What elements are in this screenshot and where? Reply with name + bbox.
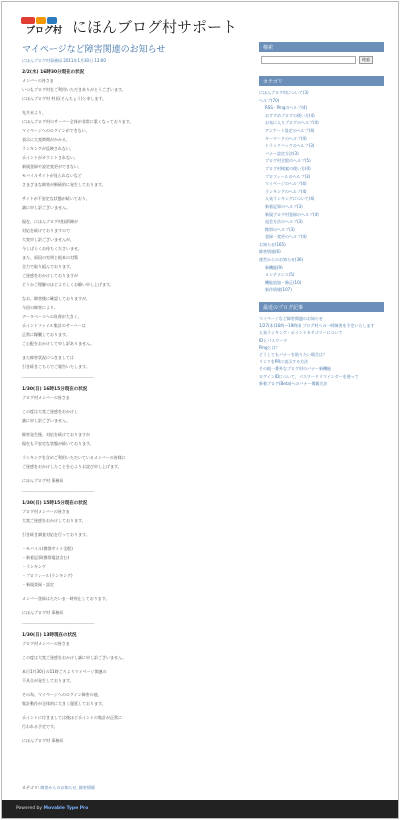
- recent-post-link[interactable]: その他一番外なブログ村のバナー新機能: [259, 366, 331, 372]
- category-list: [259, 89, 384, 294]
- category-item[interactable]: 機能追加・修正(10): [265, 279, 302, 285]
- body-line: 誠に申し訳ございません。: [22, 205, 71, 210]
- body-line: ・ランキング: [22, 564, 46, 569]
- body-line: ランキングを含めご利用いただいているメンバーの皆様に: [22, 455, 126, 460]
- site-header: [20, 12, 390, 38]
- body-line: ポイントファイル集計のサーバーは: [22, 323, 86, 328]
- category-item[interactable]: プロフィールのヘルプ(3): [265, 173, 311, 179]
- body-line: この度は大変ご迷惑をおかけし誠に申し訳ございません。: [22, 655, 127, 660]
- category-item[interactable]: ヘルプ(70): [259, 97, 280, 103]
- body-line: ・モバイル(携帯サイト全般): [22, 546, 73, 551]
- post-body-block1: [22, 78, 250, 369]
- body-line: ブログ村メンバーの皆さま: [22, 509, 70, 514]
- body-line: ポイントがカウントされない、: [22, 155, 78, 160]
- body-line: 引き続きこちらでご報告いたします。: [22, 364, 90, 369]
- site-title[interactable]: にほんブログ村サポート: [72, 18, 238, 36]
- body-line: ・新着記事(携帯電話含む): [22, 555, 70, 560]
- body-line: 大変ご迷惑をおかけしております。: [22, 518, 86, 523]
- body-line: にほんブログ村 村長(そんちょう)と申します。: [22, 96, 107, 101]
- recent-post-link[interactable]: 1/27(木)16時〜19時頃 ブログ村への一時障害を予定いたします: [259, 323, 375, 329]
- body-line: 集計動作が全体的に大きく遅延しております。: [22, 701, 106, 706]
- body-line: ご心配をおかけして申し訳ありません。: [22, 341, 95, 346]
- recent-post-link[interactable]: どうしてもバナーを貼りたい場合は？: [259, 352, 327, 358]
- category-label: カテゴリ:: [22, 785, 40, 790]
- logo-text: ブログ村: [25, 26, 63, 35]
- body-line: 大変申し訳ございませんが、: [22, 237, 74, 242]
- category-item[interactable]: キーワードのヘルプ(4): [265, 135, 307, 141]
- recent-post-link[interactable]: IDとパスワード: [259, 337, 288, 343]
- post-title[interactable]: マイページなど障害関連のお知らせ: [22, 45, 166, 55]
- recent-post-link[interactable]: Pingとは？: [259, 344, 280, 350]
- body-line: にほんブログ村 事務局: [22, 738, 64, 743]
- body-line: にほんブログ村のサーバー全体が非常に重くなっております。: [22, 119, 134, 124]
- body-line: なお、障害後に確認しておりますが、: [22, 296, 90, 301]
- category-item[interactable]: 退会方法のヘルプ(3): [265, 219, 303, 225]
- body-line: 誠に申し訳ございません。: [22, 418, 71, 423]
- body-line: サイトが不安定な状態が続いており、: [22, 196, 90, 201]
- body-line: また障害状況につきましては: [22, 355, 74, 360]
- category-item[interactable]: お気に入りブログのヘルプ(4): [265, 120, 319, 126]
- section3-heading: 1/30(日) 15時15分現在の状況: [22, 501, 88, 506]
- category-item[interactable]: マイページのヘルプ(4): [265, 181, 307, 187]
- body-line: ご迷惑をおかけしておりますが: [22, 273, 78, 278]
- body-line: にほんブログ村 事務局: [22, 478, 64, 483]
- body-line: 現在も不安定な状態が続いております。: [22, 441, 94, 446]
- category-item[interactable]: 人気ランキングについて(4): [265, 196, 315, 202]
- separator-line: --------------------------------------------------: [22, 489, 95, 494]
- category-item[interactable]: メンテナンス(5): [265, 272, 295, 278]
- body-line: 表示に大変時間がかかる、: [22, 137, 70, 142]
- post-body-block3: [22, 509, 250, 615]
- body-line: 引き続き調査対応を行っております。: [22, 532, 90, 537]
- category-item[interactable]: トラックバックのヘルプ(3): [265, 143, 315, 149]
- recent-post-link[interactable]: リンクをPRに表示する方法: [259, 359, 309, 365]
- body-line: 正常に稼働しております。: [22, 332, 70, 337]
- recent-post-link[interactable]: 人気ランキング・ポイントカテゴリーについて: [259, 330, 343, 336]
- category-item[interactable]: お知らせ(165): [259, 241, 286, 247]
- footer-link[interactable]: Movable Type Pro: [43, 806, 89, 811]
- category-item[interactable]: 新作情報(107): [265, 287, 292, 293]
- search-button[interactable]: 検索: [359, 56, 373, 64]
- body-line: ランキングが反映されない、: [22, 146, 74, 151]
- body-line: ポイントに付きましては後ほどポイントの集計が正常に: [22, 715, 122, 720]
- body-line: ・プロフィール(ランキング): [22, 573, 73, 578]
- body-line: 障害発生後、対応を続けておりますが: [22, 432, 90, 437]
- body-line: その為、マイページへのログイン障害の他、: [22, 692, 102, 697]
- body-line: 不具合が発生しております。: [22, 678, 74, 683]
- footer-text: [16, 806, 88, 811]
- category-item[interactable]: 運営からのお知らせ(36): [259, 257, 304, 263]
- categories-heading: カテゴリ: [259, 76, 384, 86]
- body-line: どうかご理解のほどよろしくお願い申し上げます。: [22, 282, 114, 287]
- body-line: モバイルサイトが見られないなど: [22, 173, 82, 178]
- post-category-line: [22, 785, 95, 791]
- category-item[interactable]: 新規ブログ村登録のヘルプ(4): [265, 211, 319, 217]
- body-line: さまざまな障害が断続的に発生しております。: [22, 182, 106, 187]
- category-item[interactable]: ランキングのヘルプ(4): [265, 188, 307, 194]
- body-line: いつもブログ村をご利用いただきありがとうございます。: [22, 87, 126, 92]
- footer: [2, 800, 398, 818]
- body-line: 今回の障害により、: [22, 305, 58, 310]
- body-line: また、原因の究明と根本の対策: [22, 255, 78, 260]
- post-meta: にほんブログ村事務局 2011年1月30日 13:00: [22, 58, 106, 63]
- category-item[interactable]: 携帯のヘルプ(3): [265, 226, 295, 232]
- body-line: 新規登録や設定変更ができない、: [22, 164, 82, 169]
- update-heading: 2/2(水) 16時30分現在の状況: [22, 70, 85, 75]
- post-body-block4: [22, 641, 250, 743]
- recent-post-link[interactable]: 新着ブログ(Beta)へのバナー掲載方法: [259, 380, 328, 386]
- main-content: [22, 42, 250, 747]
- category-item[interactable]: ブログ村検索の使い方(4): [265, 165, 311, 171]
- body-line: ご迷惑をおかけしたことを心よりお詫び申し上げます。: [22, 464, 122, 469]
- recent-post-link[interactable]: ログインIDについて、パスワードリマインダーを使って: [259, 373, 359, 379]
- recent-posts-heading: 最近のブログ記事: [259, 302, 384, 312]
- body-line: 先月末より、: [22, 110, 46, 115]
- separator-line: --------------------------------------------------: [22, 375, 95, 380]
- footer-prefix: Powered by: [16, 806, 44, 811]
- body-line: 本日1月30日の11時ごろよりマイページ関連の: [22, 669, 107, 674]
- body-line: この度は大変ご迷惑をおかけし: [22, 409, 78, 414]
- recent-posts-list: [259, 315, 384, 387]
- body-line: メンバー登録はただいま一時停止しております。: [22, 596, 110, 601]
- category-item[interactable]: 登録・変更のヘルプ(4): [265, 234, 307, 240]
- nihon-blogmura-logo[interactable]: [20, 15, 68, 35]
- category-item[interactable]: おすすめブログの使い方(4): [265, 112, 315, 118]
- body-line: メンバーの皆さま: [22, 78, 54, 83]
- recent-post-link[interactable]: マイページなど障害関連のお知らせ: [259, 316, 323, 322]
- category-item[interactable]: RSS・Pingのヘルプ(4): [265, 105, 308, 111]
- body-line: 対応を続けておりますので: [22, 228, 70, 233]
- body-line: 今しばらくお待ちくださいませ。: [22, 246, 82, 251]
- section2-heading: 1/30(日) 16時15分現在の状況: [22, 387, 88, 392]
- category-item[interactable]: にほんブログ村について(3): [259, 90, 309, 95]
- category-link[interactable]: 障害からのお知らせ, 障害情報: [40, 785, 95, 790]
- page-frame: [1, 1, 399, 819]
- body-line: 行われる予定です。: [22, 724, 58, 729]
- category-item[interactable]: 障害情報(6): [259, 249, 281, 255]
- body-line: 全力で取り組んでおります。: [22, 264, 74, 269]
- category-item[interactable]: 新着記事のヘルプ(3): [265, 203, 303, 209]
- separator-line: --------------------------------------------------: [22, 621, 95, 626]
- category-item[interactable]: バナー設定方法(3): [265, 150, 299, 156]
- search-row: [259, 55, 384, 66]
- body-line: ブログ村メンバーの皆さま: [22, 395, 70, 400]
- search-input[interactable]: [261, 56, 356, 64]
- search-heading: 検索: [259, 42, 384, 52]
- category-item[interactable]: アンケート設定のヘルプ(4): [265, 127, 315, 133]
- body-line: ブログ村メンバーの皆さま: [22, 641, 70, 646]
- body-line: ・新規登録・設定: [22, 582, 54, 587]
- section4-heading: 1/30(日) 13時現在の状況: [22, 633, 77, 638]
- body-line: 現在、にほんブログ村技術陣が: [22, 219, 78, 224]
- body-line: データベースへの負荷が大きく、: [22, 314, 82, 319]
- body-line: にほんブログ村 事務局: [22, 610, 64, 615]
- sidebar: [259, 42, 384, 387]
- post-body-block2: [22, 395, 250, 483]
- category-item[interactable]: ブログ村全般のヘルプ(5): [265, 158, 311, 164]
- category-item[interactable]: 新機能(9): [265, 264, 283, 270]
- body-line: マイページへのログインができない、: [22, 128, 90, 133]
